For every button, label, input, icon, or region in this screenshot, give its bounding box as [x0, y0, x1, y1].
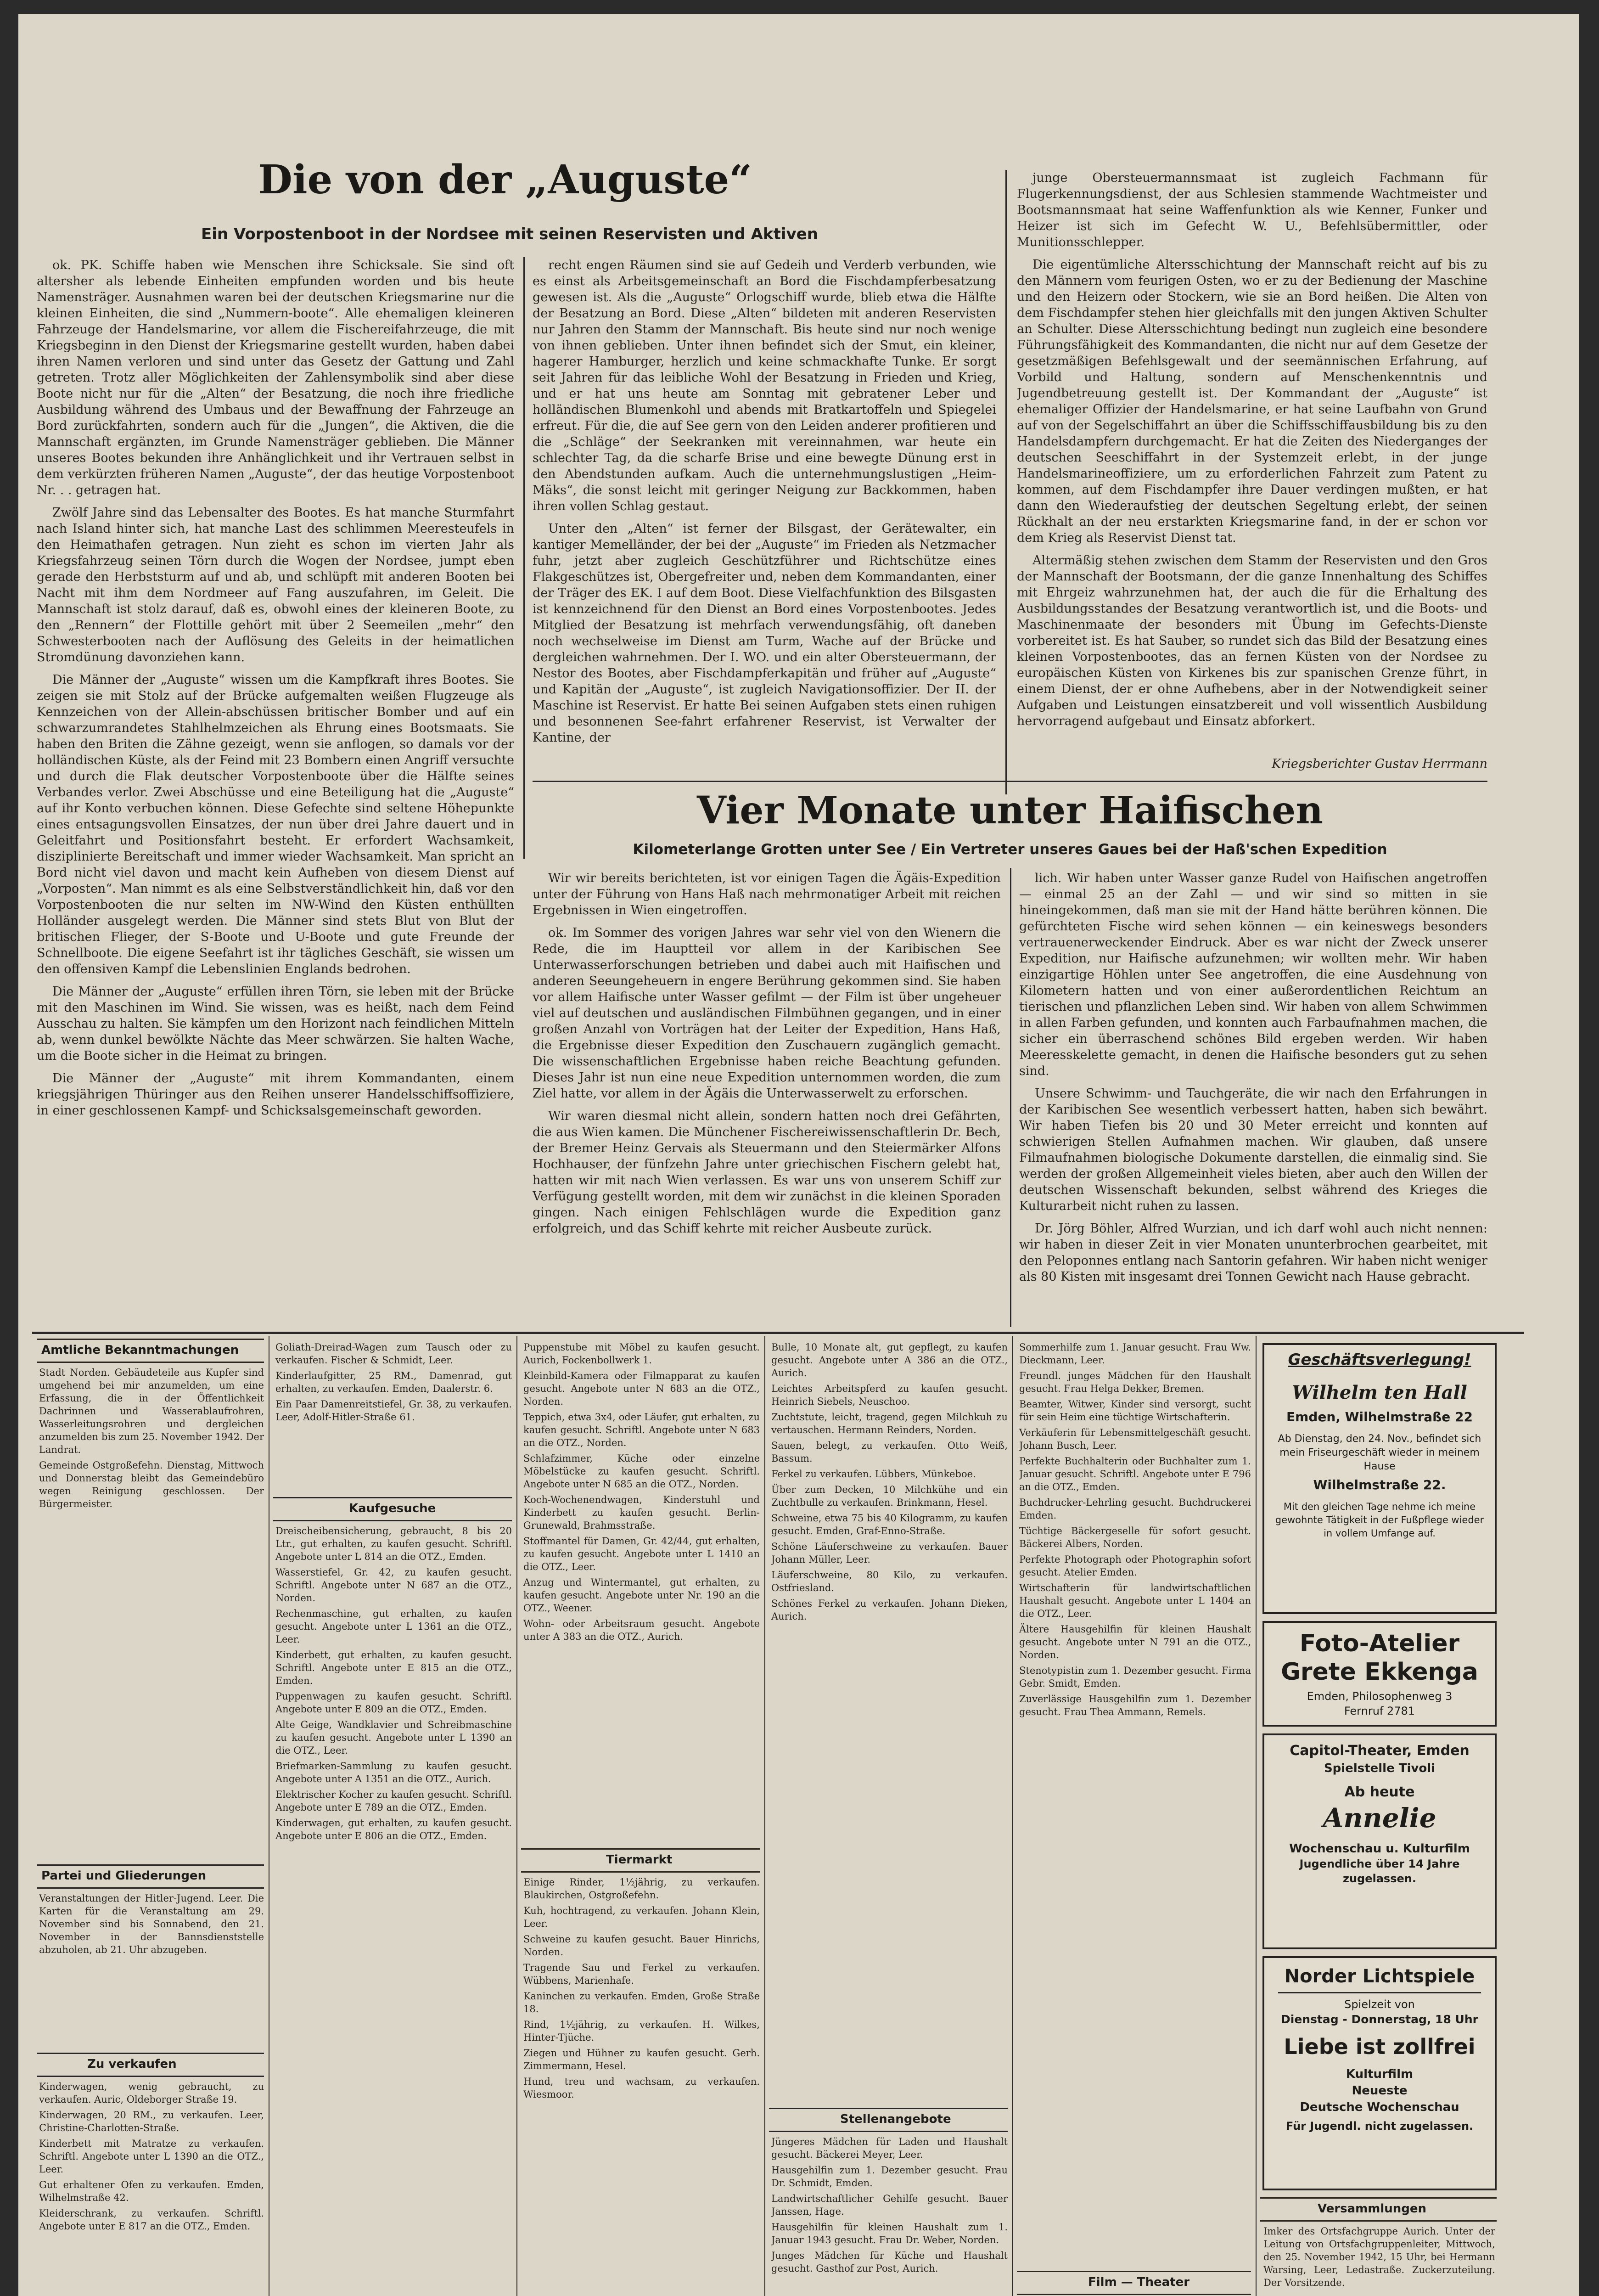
story2-headline: Vier Monate unter Haifischen [697, 788, 1323, 833]
classified-item: Buchdrucker-Lehrling gesucht. Buchdruckerei Emden. [1019, 1497, 1251, 1521]
classified-item: Wohn- oder Arbeitsraum gesucht. Angebote unter A 383 an die OTZ., Aurich. [523, 1618, 760, 1642]
capitol-ad [1262, 1733, 1497, 1949]
section-rule [37, 1887, 264, 1889]
verkaufen-heading: Zu verkaufen [87, 2057, 177, 2071]
classified-item: Veranstaltungen der Hitler-Jugend. Leer. Die Karten für die Veranstaltung am 29. November sind bis Sonnabend, den 21. November in der Bannsdienststelle abzuholen, ab 21. Uhr abzugeben. [39, 1893, 264, 1955]
section-rule [1260, 2197, 1497, 2199]
classified-item: Hausgehilfin für kleinen Haushalt zum 1. Januar 1943 gesucht. Frau Dr. Weber, Norden. [771, 2222, 1008, 2245]
foto-ad [1262, 1621, 1497, 1727]
column-rule [1012, 1336, 1013, 2296]
classified-item: Ferkel zu verkaufen. Lübbers, Münkeboe. [771, 1469, 976, 1480]
section-rule [1017, 2294, 1251, 2295]
story-divider [533, 781, 1487, 782]
paragraph: Die Männer der „Auguste“ wissen um die Kampfkraft ihres Bootes. Sie zeigen sie mit Stolz auf der Brücke aufgemalten weißen Flugzeuge als Kennzeichen von der Allein-abschüssen britischer Bomber und auf ein schwarzumrandetes Stahlhelmzeichen als Ehrung eines Bootsmaats. Sie haben den Briten die Zähne gezeigt, wenn sie anflogen, so damals vor der holländischen Küste, als der Feind mit 23 Bombern einen Angriff versuchte und durch die Flak deutscher Vorpostenboote über die Hälfte seines Verbandes verlor. Zwei Abschüsse und eine Beteiligung hat die „Auguste“ auf ihr Konto verbuchen können. Diese Gefechte sind seltene Höhepunkte eines entsagungsvollen Einsatzes, der nun über drei Jahre dauert und in Geleitfahrt und Positionsfahrt besteht. Er erfordert Wachsamkeit, disziplinierte Bereitschaft und immer wieder Wachsamkeit. Man spricht an Bord nicht viel davon und macht kein Aufheben von diesem Dienst auf „Vorposten“. Man nimmt es als eine Selbstverständlichkeit hin, daß vor den Vorpostenbooten die nur selten im NW-Wind den Küsten enthüllten Holländer ausgelegt werden. Die Männer sind stets Blut von Blut der britischen Flieger, der S-Boote und U-Boote und gute Freunde der Schnellboote. Die eigene Seefahrt ist ihr tägliches Geschäft, sie wissen um den offensiven Kampf die Lebenslinien Englands bedrohen. [37, 673, 514, 976]
classified-item: Schönes Ferkel zu verkaufen. Johann Dieken, Aurich. [771, 1598, 1008, 1622]
section-rule [37, 1339, 264, 1340]
paragraph: Die Männer der „Auguste“ mit ihrem Kommandanten, einem kriegsjährigen Thüringer aus den Reihen unserer Handelsschiffsoffiziere, in einer geschlossenen Kampf- und Schicksalsgemeinschaft geworden. [37, 1071, 514, 1118]
column-rule [764, 1336, 765, 2296]
classified-item: Goliath-Dreirad-Wagen zum Tausch oder zu verkaufen. Fischer & Schmidt, Leer. [275, 1342, 512, 1366]
paragraph: Wir wir bereits berichteten, ist vor einigen Tagen die Ägäis-Expedition unter der Führung von Hans Haß nach mehrmonatiger Arbeit mit reichen Ergebnissen in Wien eingetroffen. [533, 871, 1001, 917]
amtliche-list [39, 1366, 264, 1857]
classified-item: Teppich, etwa 3x4, oder Läufer, gut erhalten, zu kaufen gesucht. Schriftl. Angebote unter N 683 an die OTZ., Norden. [523, 1412, 760, 1448]
story2-subhead: Kilometerlange Grotten unter See / Ein Vertreter unseres Gaues bei der Haß'schen Expedition [633, 841, 1387, 858]
classified-item: Wasserstiefel, Gr. 42, zu kaufen gesucht. Schriftl. Angebote unter N 687 an die OTZ., Norden. [275, 1567, 512, 1604]
classified-item: Läuferschweine, 80 Kilo, zu verkaufen. Ostfriesland. [771, 1570, 1008, 1593]
kaufgesuche-list [275, 1525, 512, 2296]
hall-ad-name: Wilhelm ten Hall [1292, 1382, 1467, 1403]
classified-item: Kinderwagen, wenig gebraucht, zu verkaufen. Auric, Oldeborger Straße 19. [39, 2081, 264, 2105]
classified-item: Kaninchen zu verkaufen. Emden, Große Straße 18. [523, 1991, 760, 2015]
hall-ad-address: Emden, Wilhelmstraße 22 [1286, 1409, 1473, 1424]
classified-item: Stoffmantel für Damen, Gr. 42/44, gut erhalten, zu kaufen gesucht. Angebote unter L 1410 an die OTZ., Leer. [523, 1536, 760, 1572]
classified-item: Zuchtstute, leicht, tragend, gegen Milchkuh zu vertauschen. Hermann Reinders, Norden. [771, 1412, 1008, 1435]
classified-column-3 [523, 1341, 760, 1846]
section-rule [37, 1864, 264, 1866]
section-rule [521, 1871, 760, 1873]
classified-item: Puppenwagen zu kaufen gesucht. Schriftl. Angebote unter E 809 an die OTZ., Emden. [275, 1691, 512, 1715]
ad-rule [1278, 1992, 1481, 1993]
newspaper-page [18, 14, 1579, 2296]
stellenangebote-list [771, 2135, 1008, 2296]
paragraph: junge Obersteuermannsmaat ist zugleich Fachmann für Flugerkennungsdienst, der aus Schlesien stammende Wachtmeister und Bootsmannsmaat hat seine Waffenfunktion als wie Kenner, Funker und Heizer ist sich im Gefecht W. U., Befehlsübermittler, oder Munitionsschlepper. [1017, 171, 1487, 249]
classifieds-top-rule [32, 1332, 1524, 1334]
section-rule [1017, 2271, 1251, 2272]
classified-item: Sauen, belegt, zu verkaufen. Otto Weiß, Bassum. [771, 1440, 1008, 1464]
classified-item: Perfekte Photograph oder Photographin sofort gesucht. Atelier Emden. [1019, 1554, 1251, 1578]
section-rule [769, 2108, 1008, 2109]
classified-item: Briefmarken-Sammlung zu kaufen gesucht. Angebote unter A 1351 an die OTZ., Aurich. [275, 1761, 512, 1784]
foto-ad-phone: Fernruf 2781 [1344, 1705, 1415, 1717]
classified-item: Kinderwagen, gut erhalten, zu kaufen gesucht. Angebote unter E 806 an die OTZ., Emden. [275, 1818, 512, 1841]
norder-ad-line3: Kulturfilm [1346, 2067, 1414, 2081]
classified-item: Imker des Ortsfachgruppe Aurich. Unter der Leitung von Ortsfachgruppenleiter, Mittwoch, den 25. November 1942, 15 Uhr, bei Hermann Warsing, Leer, Ledastraße. Zuckerzuteilung. Der Vorsitzende. [1263, 2226, 1495, 2288]
paragraph: Altermäßig stehen zwischen dem Stamm der Reservisten und den Gros der Mannschaft der Bootsmann, der die ganze Innenhaltung des Schiffes mit Ehrgeiz wahrzunehmen hat, der auch die für die Erhaltung des Ausbildungsstandes der Besatzung verantwortlich ist, und die Boots- und Maschinenmaate der besonders mit Übung im Gefechts-Dienste vorbereitet ist. Es hat Sauber, so rundet sich das Bild der Besatzung eines kleinen Vorpostenbootes, das an fernen Küsten von der Nordsee zu europäischen Küsten von Kirkenes bis zur spanischen Grenze führt, in einem Dienst, der er ohne Aufhebens, aber in der Notwendigkeit seiner Aufgaben und Leistungen einsatzbereit und voll wissentlich Ausbildung hervorragend aufgebaut und Einsatz abforkert. [1017, 553, 1487, 728]
classified-item: Schweine zu kaufen gesucht. Bauer Hinrichs, Norden. [523, 1934, 760, 1958]
norder-ad-line4: Neueste [1352, 2084, 1408, 2098]
classified-item: Freundl. junges Mädchen für den Haushalt gesucht. Frau Helga Dekker, Bremen. [1019, 1370, 1251, 1394]
paragraph: Die Männer der „Auguste“ erfüllen ihren Törn, sie leben mit der Brücke mit den Maschinen im Wind. Sie wissen, was es heißt, nach dem Feind Ausschau zu halten. Sie kämpfen um den Horizont nach feindlichen Mitteln ab, wenn dunkel bewölkte Nächte das Meer schwärzen. Sie halten Wache, um die Boote sicher in die Heimat zu bringen. [37, 985, 514, 1063]
foto-ad-address: Emden, Philosophenweg 3 [1307, 1690, 1453, 1703]
classified-item: Ziegen und Hühner zu kaufen gesucht. Gerh. Zimmermann, Hesel. [523, 2048, 760, 2071]
section-rule [37, 2076, 264, 2077]
classified-item: Ein Paar Damenreitstiefel, Gr. 38, zu verkaufen. Leer, Adolf-Hitler-Straße 61. [275, 1399, 512, 1423]
classified-item: Ältere Hausgehilfin für kleinen Haushalt gesucht. Angebote unter N 791 an die OTZ., Norden. [1019, 1624, 1251, 1660]
capitol-ad-line4: Jugendliche über 14 Jahre zugelassen. [1299, 1857, 1460, 1885]
foto-ad-name: Grete Ekkenga [1281, 1658, 1478, 1686]
capitol-ad-line3: Wochenschau u. Kulturfilm [1289, 1842, 1470, 1856]
norder-ad-title: Norder Lichtspiele [1284, 1966, 1475, 1987]
paragraph: recht engen Räumen sind sie auf Gedeih und Verderb verbunden, wie es einst als Arbeitsgemeinschaft an Bord die Fischdampferbesatzung gewesen ist. Als die „Auguste“ Orlogschiff wurde, blieb etwa die Hälfte der Besatzung an Bord. Diese „Alten“ bildeten mit anderen Reservisten nur Jahren den Stamm der Mannschaft. Bis heute sind nur noch wenige von ihnen geblieben. Unter ihnen befindet sich der Smut, ein kleiner, hagerer Hamburger, herzlich und keine schmackhafte Tunke. Er sorgt seit Jahren für das leibliche Wohl der Besatzung in Frieden und Krieg, und er hat uns heute am Sonntag mit gebratener Leber und holländischen Blumenkohl und abends mit Bratkartoffeln und Spiegelei erfreut. Für die, die auf See gern von den Leiden anderer profitieren und die „Schläge“ der Seekranken mit vereinnahmen, war heute ein schlechter Tag, da die scharfe Brise und eine bewegte Dünung erst in den Abendstunden aufkam. Auch die unternehmungslustigen „Heim-Mäks“, die sonst leicht mit geringer Neigung zur Backkommen, haben ihren vollen Schlag gestaut. [533, 258, 996, 513]
versammlungen-heading: Versammlungen [1318, 2202, 1427, 2216]
column-rule [1256, 1336, 1257, 2296]
classified-item: Tragende Sau und Ferkel zu verkaufen. Wübbens, Marienhafe. [523, 1962, 760, 1986]
norder-ad [1262, 1956, 1497, 2190]
paragraph: lich. Wir haben unter Wasser ganze Rudel von Haifischen angetroffen — einmal 25 an der Zahl — und wir sind so mitten in sie hineingekommen, daß man sie mit der Hand hätte berühren können. Die gefürchteten Fische wird sehen können — ein keineswegs besonders vertrauenerweckender Eindruck. Aber es war nicht der Zweck unserer Expedition, nur Haifische aufzunehmen; wir wollten mehr. Wir haben einzigartige Höhlen unter See angetroffen, die eine Ausdehnung von Kilometern hatten und von einer außerordentlichen Reichtum an tierischen und pflanzlichen Leben sind. Wir haben von allem Schwimmen in allen Farben gefunden, und konnten auch Farbaufnahmen machen, die sicher ein überraschend schönes Bild ergeben werden. Wir haben Meeresskelette gemacht, in denen die Haifische besonders gut zu sehen sind. [1019, 871, 1487, 1078]
classified-item: Alte Geige, Wandklavier und Schreibmaschine zu kaufen gesucht. Angebote unter L 1390 an die OTZ., Leer. [275, 1719, 512, 1756]
paragraph: Unter den „Alten“ ist ferner der Bilsgast, der Gerätewalter, ein kantiger Memelländer, der bei der „Auguste“ im Frieden als Netzmacher fuhr, jetzt aber zugleich Geschützführer und Richtschütze eines Flakgeschützes ist, Obergefreiter und, neben dem Kommandanten, einer der Träger des EK. I auf dem Boot. Diese Vielfachfunktion des Bilsgasten ist kennzeichnend für den Dienst an Bord eines Vorpostenbootes. Jedes Mitglied der Besatzung ist mehrfach verwendungsfähig, oft daneben noch wechselweise im Dienst am Turm, Wache auf der Brücke und dergleichen wahrnehmen. Der I. WO. und ein alter Obersteuermann, der Nestor des Bootes, aber Fischdampferkapitän und früher auf „Auguste“ und Kapitän der „Auguste“, ist zugleich Navigationsoffizier. Der II. der Maschine ist Reservist. Er hatte Bei seinen Aufgaben stets einen ruhigen und besonnenen See-fahrt erfahrener Reservist, ist Verwalter der Kantine, der [533, 522, 996, 745]
hall-ad-title: Geschäftsverlegung! [1288, 1351, 1471, 1369]
capitol-ad-line1: Spielstelle Tivoli [1324, 1761, 1436, 1775]
story1-byline: Kriegsberichter Gustav Herrmann [1272, 757, 1487, 771]
classified-item: Jüngeres Mädchen für Laden und Haushalt gesucht. Bäckerei Meyer, Leer. [771, 2136, 1008, 2160]
classified-item: Landwirtschaftlicher Gehilfe gesucht. Bauer Janssen, Hage. [771, 2193, 1008, 2217]
classified-item: Über zum Decken, 10 Milchkühe und ein Zuchtbulle zu verkaufen. Brinkmann, Hesel. [771, 1484, 1008, 1508]
paragraph: ok. Im Sommer des vorigen Jahres war sehr viel von den Wienern die Rede, die im Hauptteil vor allem in der Karibischen See Unterwasserforschungen betrieben und dabei auch mit Haifischen und anderen Seeungeheuern in engere Berührung gekommen sind. Sie haben vor allem Haifische unter Wasser gefilmt — der Film ist über ungeheuer viel auf deutschen und ausländischen Filmbühnen gegangen, und in einer großen Anzahl von Vorträgen hat der Leiter der Expedition, Hans Haß, die Ergebnisse dieser Expedition den Zuschauern zugänglich gemacht. Die wissenschaftlichen Ergebnisse haben reiche Beachtung gefunden. Dieses Jahr ist nun eine neue Expedition unternommen worden, die zum Ziel hatte, vor allem in der Ägäis die Unterwasserwelt zu erforschen. [533, 926, 1001, 1101]
paragraph: Dr. Jörg Böhler, Alfred Wurzian, und ich darf wohl auch nicht nennen: wir haben in dieser Zeit in vier Monaten ununterbrochen gearbeitet, mit den Peloponnes entlang nach Santorin gefahren. Wir haben nicht weniger als 80 Kisten mit insgesamt drei Tonnen Gewicht nach Hause gebracht. [1019, 1221, 1487, 1284]
capitol-ad-title: Capitol-Theater, Emden [1290, 1743, 1470, 1759]
section-rule [273, 1497, 512, 1498]
hall-ad-text1: Ab Dienstag, den 24. Nov., befindet sich mein Friseurgeschäft wieder in meinem Hause [1278, 1433, 1481, 1472]
story2-column-b [1019, 870, 1487, 1325]
section-rule [37, 1362, 264, 1363]
classified-item: Zuverlässige Hausgehilfin zum 1. Dezember gesucht. Frau Thea Ammann, Remels. [1019, 1694, 1251, 1717]
classified-item: Rind, 1½jährig, zu verkaufen. H. Wilkes, Hinter-Tjüche. [523, 2019, 760, 2043]
column-rule [1010, 868, 1011, 1327]
classified-item: Kinderlaufgitter, 25 RM., Damenrad, gut erhalten, zu verkaufen. Emden, Daalerstr. 6. [275, 1370, 512, 1394]
amtliche-heading: Amtliche Bekanntmachungen [41, 1343, 239, 1357]
classified-item: Rechenmaschine, gut erhalten, zu kaufen gesucht. Angebote unter L 1361 an die OTZ., Leer. [275, 1608, 512, 1645]
story1-column-2 [533, 257, 996, 753]
partei-list [39, 1892, 264, 2048]
hall-ad-text2: Mit den gleichen Tage nehme ich meine gewohnte Tätigkeit in der Fußpflege wieder in vollem Umfange auf. [1275, 1501, 1484, 1539]
classified-item: Einige Rinder, 1½jährig, zu verkaufen. Blaukirchen, Ostgroßefehn. [523, 1877, 760, 1901]
capitol-ad-film: Annelie [1323, 1802, 1436, 1834]
kaufgesuche-heading: Kaufgesuche [349, 1502, 436, 1515]
section-rule [273, 1520, 512, 1521]
story2-column-a [533, 870, 1001, 1325]
classified-item: Dreischeibensicherung, gebraucht, 8 bis 20 Ltr., gut erhalten, zu kaufen gesucht. Schriftl. Angebote unter L 814 an die OTZ., Emden. [275, 1525, 512, 1562]
classified-item: Elektrischer Kocher zu kaufen gesucht. Schriftl. Angebote unter E 789 an die OTZ., Emden. [275, 1789, 512, 1813]
classified-item: Stadt Norden. Gebäudeteile aus Kupfer sind umgehend bei mir anzumelden, um eine Erfassung, die in der Öffentlichkeit Dachrinnen und Wasserablaufrohren, Wasserleitungsrohren und dergleichen anzumelden bis zum 25. November 1942. Der Landrat. [39, 1367, 264, 1455]
classified-item: Koch-Wochenendwagen, Kinderstuhl und Kinderbett zu kaufen gesucht. Berlin-Grunewald, Brahmsstraße. [523, 1494, 760, 1531]
classified-item: Kleiderschrank, zu verkaufen. Schriftl. Angebote unter E 817 an die OTZ., Emden. [39, 2208, 264, 2232]
verkaufen-list [39, 2080, 264, 2296]
tiermarkt-heading: Tiermarkt [606, 1853, 673, 1867]
capitol-ad-line2: Ab heute [1344, 1784, 1415, 1800]
section-rule [1260, 2220, 1497, 2222]
stellenangebote-heading: Stellenangebote [840, 2112, 951, 2126]
classified-item: Kleinbild-Kamera oder Filmapparat zu kaufen gesucht. Angebote unter N 683 an die OTZ., Norden. [523, 1370, 760, 1407]
classified-item: Wirtschafterin für landwirtschaftlichen Haushalt gesucht. Angebote unter L 1404 an die OTZ., Leer. [1019, 1582, 1251, 1619]
classified-item: Tüchtige Bäckergeselle für sofort gesucht. Bäckerei Albers, Norden. [1019, 1525, 1251, 1549]
paragraph: ok. PK. Schiffe haben wie Menschen ihre Schicksale. Sie sind oft altersher als lebende Einheiten empfunden worden und bis heute Namensträger. Ausnahmen waren bei der deutschen Kriegsmarine nur die kleinen Einheiten, die sind „Nummern-boote“. Alle ehemaligen kleineren Fahrzeuge der Handelsmarine, vor allem die Fischereifahrzeuge, die mit Kriegsbeginn in den Dienst der Kriegsmarine gestellt wurden, haben dabei ihren Namen verloren und sind unter das Gesetz der Gattung und Zahl getreten. Trotz aller Möglichkeiten der Zahlensymbolik sind aber diese Boote nicht nur für die „Alten“ der Besatzung, die noch ihre friedliche Ausbildung während des Umbaus und der Bewaffnung der Fahrzeuge an Bord zurückfahrten, sondern auch für die „Jungen“, die Aktiven, die die Mannschaft ergänzten, im Grunde Namensträger geblieben. Die Männer unseres Bootes bekunden ihre Anhänglichkeit und ihr Vertrauen selbst in dem verkürzten früheren Namen „Auguste“, der das heutige Vorpostenboot Nr. . . getragen hat. [37, 258, 514, 497]
story1-headline: Die von der „Auguste“ [258, 157, 752, 203]
norder-ad-line1: Spielzeit von [1344, 1998, 1415, 2011]
paragraph: Wir waren diesmal nicht allein, sondern hatten noch drei Gefährten, die aus Wien kamen. Die Münchener Fischereiwissenschaftlerin Dr. Bech, der Bremer Heinz Gervais als Steuermann und den Steiermärker Alfons Hochhauser, der fünfzehn Jahre unter griechischen Fischern gelebt hat, hatten wir mit nach Wien verlassen. Es war uns von unserem Schiff zur Verfügung gestellt worden, mit dem wir zunächst in die kleinen Sporaden gingen. Nach einigen Fehlschlägen wurde die Expedition ganz erfolgreich, und das Schiff kehrte mit reicher Ausbeute zurück. [533, 1109, 1001, 1236]
classified-item: Sommerhilfe zum 1. Januar gesucht. Frau Ww. Dieckmann, Leer. [1019, 1342, 1251, 1366]
section-rule [521, 1848, 760, 1850]
tiermarkt-list [523, 1876, 760, 2296]
partei-heading: Partei und Gliederungen [41, 1869, 207, 1883]
norder-ad-film: Liebe ist zollfrei [1284, 2034, 1476, 2059]
classified-item: Perfekte Buchhalterin oder Buchhalter zum 1. Januar gesucht. Schriftl. Angebote unter E 796 an die OTZ., Emden. [1019, 1456, 1251, 1492]
classified-item: Hausgehilfin zum 1. Dezember gesucht. Frau Dr. Schmidt, Emden. [771, 2165, 1008, 2189]
paragraph: Zwölf Jahre sind das Lebensalter des Bootes. Es hat manche Sturmfahrt nach Island hinter sich, hat manche Last des schlimmen Meeresteufels in den Heimathafen getragen. Nun zieht es schon im vierten Jahr als Kriegsfahrzeug seinen Törn durch die Wogen der Nordsee, jumpt eben gerade den Herbststurm auf und ab, und schlüpft mit anderen Booten bei Nacht mit ihm dem Nordmeer auf Fang auszufahren, im Geleit. Die Mannschaft ist stolz darauf, daß es, obwohl eines der kleineren Boote, zu den „Rennern“ der Flottille gehört mit über 2 Seemeilen „mehr“ den Schwesterbooten nach der Auflösung des Geleits in der heimatlichen Stromdünung davonziehen kann. [37, 506, 514, 664]
classified-item: Bulle, 10 Monate alt, gut gepflegt, zu kaufen gesucht. Angebote unter A 386 an die OTZ., Aurich. [771, 1342, 1008, 1379]
hall-ad [1262, 1343, 1497, 1614]
classified-item: Puppenstube mit Möbel zu kaufen gesucht. Aurich, Fockenbollwerk 1. [523, 1342, 760, 1366]
classified-item: Hund, treu und wachsam, zu verkaufen. Wiesmoor. [523, 2076, 760, 2100]
film-heading: Film — Theater [1088, 2275, 1190, 2289]
norder-ad-line2: Dienstag - Donnerstag, 18 Uhr [1281, 2013, 1478, 2026]
classified-item: Stenotypistin zum 1. Dezember gesucht. Firma Gebr. Smidt, Emden. [1019, 1665, 1251, 1689]
foto-ad-title: Foto-Atelier [1299, 1630, 1460, 1657]
classified-item: Kinderbett mit Matratze zu verkaufen. Schriftl. Angebote unter L 1390 an die OTZ., Leer. [39, 2138, 264, 2175]
classified-item: Anzug und Wintermantel, gut erhalten, zu kaufen gesucht. Angebote unter Nr. 190 an die OTZ., Weener. [523, 1577, 760, 1614]
classified-item: Beamter, Witwer, Kinder sind versorgt, sucht für sein Heim eine tüchtige Wirtschafterin. [1019, 1399, 1251, 1423]
story1-column-1 [37, 257, 514, 1313]
classified-item: Gemeinde Ostgroßefehn. Dienstag, Mittwoch und Donnerstag bleibt das Gemeindebüro wegen Reinigung geschlossen. Der Bürgermeister. [39, 1460, 264, 1509]
classified-item: Junges Mädchen für Küche und Haushalt gesucht. Gasthof zur Post, Aurich. [771, 2250, 1008, 2274]
column-rule [1005, 170, 1007, 794]
norder-ad-line5: Deutsche Wochenschau [1300, 2100, 1459, 2114]
classified-item: Verkäuferin für Lebensmittelgeschäft gesucht. Johann Busch, Leer. [1019, 1427, 1251, 1451]
paragraph: Unsere Schwimm- und Tauchgeräte, die wir nach den Erfahrungen in der Karibischen See wesentlich verbessert hatten, haben sich bewährt. Wir haben Tiefen bis 20 und 30 Meter erreicht und konnten auf schwierigen Stellen Aufnahmen machen. Wir glauben, daß unsere Filmaufnahmen biologische Dokumente darstellen, die einmalig sind. Sie werden der großen Allgemeinheit vieles bieten, aber auch den Willen der deutschen Wissenschaft bekunden, selbst während des Krieges die Kulturarbeit nicht ruhen zu lassen. [1019, 1086, 1487, 1213]
paragraph: Die eigentümliche Altersschichtung der Mannschaft reicht auf bis zu den Männern vom feurigen Osten, wo er zu der Bedienung der Maschine und den Heizern oder Stockern, wie sie an Bord heißen. Die Alten von dem Fischdampfer stehen hier gleichfalls mit den jungen Aktiven Schulter an Schulter. Diese Altersschichtung bedingt nun zugleich eine besondere Führungsfähigkeit des Kommandanten, die nicht nur auf dem Gesetze der gesetzmäßigen Befehlsgewalt und der seemännischen Erfahrung, auf Vorbild und Haltung, sondern auf Menschenkenntnis und Jugendbetreuung gestellt ist. Der Kommandant der „Auguste“ ist ehemaliger Offizier der Handelsmarine, er hat seine Laufbahn von Grund auf von der Segelschiffahrt an über die Schiffsschiffausbildung bis zu den Handelsdampfern durchgemacht. Er hat die Zeiten des Niederganges der deutschen Seeschiffahrt in der Systemzeit erlebt, in der junge Handelsmarineoffiziere, um zu erforderlichen Fahrzeit zum Patent zu kommen, auf dem Fischdampfer ihre Dauer verdingen mußten, er hat dann den Wiederaufstieg der deutschen Segeltung erlebt, der seinen Rückhalt an der neu erstarkten Kriegsmarine fand, in der er schon vor dem Krieg als Reservist Dienst tat. [1017, 258, 1487, 545]
classified-column-5 [1019, 1341, 1251, 2268]
section-rule [769, 2131, 1008, 2132]
story1-subhead: Ein Vorpostenboot in der Nordsee mit seinen Reservisten und Aktiven [201, 225, 818, 243]
versammlungen-list [1263, 2225, 1495, 2296]
classified-item: Schweine, etwa 75 bis 40 Kilogramm, zu kaufen gesucht. Emden, Graf-Enno-Straße. [771, 1513, 1008, 1536]
classified-item: Kinderbett, gut erhalten, zu kaufen gesucht. Schriftl. Angebote unter E 815 an die OTZ., Emden. [275, 1649, 512, 1686]
classified-item: Schlafzimmer, Küche oder einzelne Möbelstücke zu kaufen gesucht. Schriftl. Angebote unter N 685 an die OTZ., Norden. [523, 1453, 760, 1490]
hall-ad-address2: Wilhelmstraße 22. [1313, 1477, 1446, 1492]
classified-column-2 [275, 1341, 512, 1492]
classified-column-4 [771, 1341, 1008, 2103]
classified-item: Schöne Läuferschweine zu verkaufen. Bauer Johann Müller, Leer. [771, 1541, 1008, 1565]
column-rule [516, 1336, 517, 2296]
classified-item: Leichtes Arbeitspferd zu kaufen gesucht. Heinrich Siebels, Neuschoo. [771, 1383, 1008, 1407]
classified-item: Kuh, hochtragend, zu verkaufen. Johann Klein, Leer. [523, 1905, 760, 1929]
norder-ad-line6: Für Jugendl. nicht zugelassen. [1285, 2120, 1474, 2133]
story1-column-3 [1017, 170, 1487, 771]
section-rule [37, 2053, 264, 2054]
classified-item: Gut erhaltener Ofen zu verkaufen. Emden, Wilhelmstraße 42. [39, 2179, 264, 2203]
column-rule [523, 257, 525, 859]
classified-item: Kinderwagen, 20 RM., zu verkaufen. Leer, Christine-Charlotten-Straße. [39, 2110, 264, 2133]
